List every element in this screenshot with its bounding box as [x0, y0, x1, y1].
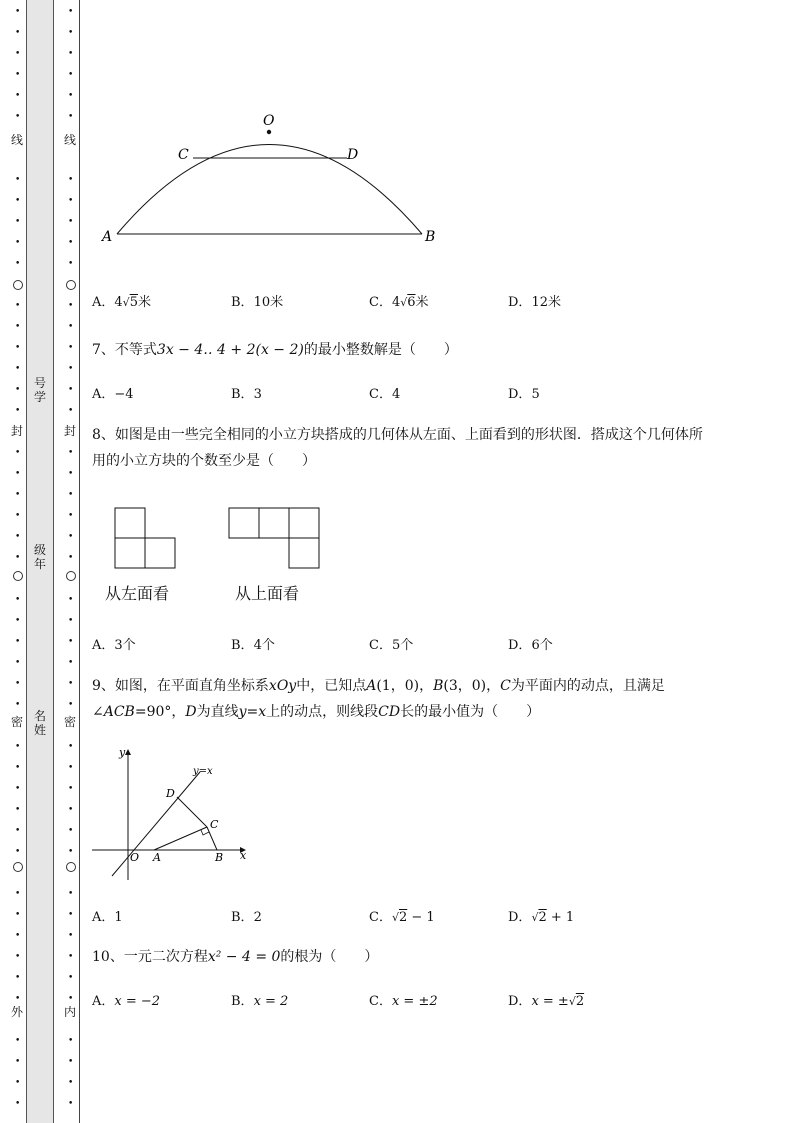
top-view-cube-4 [289, 538, 319, 568]
binding-dot: • [15, 448, 21, 458]
outer-label-line: 线 [10, 133, 23, 147]
binding-dot: • [68, 196, 74, 206]
binding-dot: • [15, 490, 21, 500]
binding-dot: • [68, 826, 74, 836]
binding-dot: • [68, 616, 74, 626]
q10-stem: 10、一元二次方程x² − 4 = 0的根为（ ） [92, 949, 379, 965]
binding-dot: • [68, 1057, 74, 1067]
left-view-cube-top [115, 508, 145, 538]
binding-dot: • [15, 49, 21, 59]
outer-label-seal: 封 [10, 424, 23, 438]
binding-dot: • [15, 553, 21, 563]
q7-stem: 7、不等式3x − 4‥ 4 + 2(x − 2)的最小整数解是（ ） [92, 342, 458, 358]
binding-dot: • [15, 196, 21, 206]
inner-label-seal: 封 [63, 424, 76, 438]
binding-dot: • [15, 385, 21, 395]
binding-dot: • [15, 658, 21, 668]
binding-circle [13, 571, 23, 581]
label-point-c: C [210, 818, 219, 831]
binding-dot: • [68, 7, 74, 17]
binding-circle [13, 862, 23, 872]
binding-dot: • [68, 175, 74, 185]
left-view-figure [114, 507, 178, 571]
label-point-d: D [166, 787, 175, 800]
binding-dot: • [68, 784, 74, 794]
binding-dot: • [68, 322, 74, 332]
label-C: C [178, 147, 189, 163]
field-grade: 级年 [33, 543, 46, 571]
binding-dot: • [15, 301, 21, 311]
q6-option-b[interactable]: B．10米 [231, 295, 284, 310]
binding-dot: • [15, 322, 21, 332]
q6-option-d[interactable]: D．12米 [508, 295, 561, 310]
q7-option-b[interactable]: B．3 [231, 387, 262, 402]
binding-dot: • [68, 490, 74, 500]
binding-dot: • [15, 511, 21, 521]
binding-dot: • [15, 952, 21, 962]
binding-dot: • [68, 805, 74, 815]
binding-dot: • [68, 364, 74, 374]
q10-option-b[interactable]: B．x = 2 [231, 994, 289, 1009]
binding-dot: • [68, 952, 74, 962]
binding-dot: • [68, 679, 74, 689]
top-view-cube-2 [259, 508, 289, 538]
binding-dot: • [68, 28, 74, 38]
binding-dot: • [68, 931, 74, 941]
q9-option-b[interactable]: B．2 [231, 910, 262, 925]
q7-option-c[interactable]: C．4 [369, 387, 401, 402]
binding-dot: • [15, 931, 21, 941]
binding-dot: • [68, 1099, 74, 1109]
binding-dot: • [15, 70, 21, 80]
binding-dot: • [68, 112, 74, 122]
q10-option-c[interactable]: C．x = ±2 [369, 994, 438, 1009]
binding-dot: • [15, 91, 21, 101]
coordinate-figure [90, 740, 260, 885]
binding-dot: • [68, 532, 74, 542]
q7-option-a[interactable]: A．−4 [92, 387, 134, 402]
binding-dot: • [15, 1036, 21, 1046]
binding-circle [66, 862, 76, 872]
binding-circle [66, 280, 76, 290]
q10-option-d[interactable]: D．x = ±√2 [508, 994, 585, 1009]
left-view-caption: 从左面看 [105, 584, 170, 603]
binding-dot: • [15, 7, 21, 17]
binding-dot: • [68, 511, 74, 521]
binding-dot: • [15, 532, 21, 542]
binding-dot: • [68, 301, 74, 311]
binding-dot: • [68, 259, 74, 269]
binding-dot: • [15, 616, 21, 626]
binding-dot: • [68, 343, 74, 353]
inner-label-line: 线 [63, 133, 76, 147]
binding-dot: • [15, 1057, 21, 1067]
q10-option-a[interactable]: A．x = −2 [92, 994, 161, 1009]
binding-dot: • [68, 217, 74, 227]
binding-dot: • [68, 70, 74, 80]
binding-dot: • [15, 112, 21, 122]
binding-dot: • [68, 385, 74, 395]
field-student-number: 号学 [33, 376, 46, 404]
q9-option-d[interactable]: D．√2 + 1 [508, 910, 575, 925]
binding-dot: • [15, 175, 21, 185]
binding-dot: • [15, 826, 21, 836]
top-view-figure [228, 507, 322, 571]
binding-dot: • [15, 805, 21, 815]
binding-dot: • [15, 1099, 21, 1109]
label-point-a: A [153, 851, 161, 864]
q8-option-a[interactable]: A．3个 [92, 638, 136, 653]
right-angle-mark [201, 830, 209, 835]
label-origin: O [130, 851, 140, 864]
outer-label-outside: 外 [10, 1005, 23, 1019]
label-point-b: B [215, 851, 224, 864]
label-O: O [263, 113, 275, 129]
q8-stem-line2: 用的小立方块的个数至少是（ ） [92, 453, 316, 469]
q8-stem-line1: 8、如图是由一些完全相同的小立方块搭成的几何体从左面、上面看到的形状图．搭成这个几何体所 [92, 427, 703, 443]
q6-option-a[interactable]: A．4√5米 [92, 295, 151, 310]
binding-dot: • [15, 784, 21, 794]
segment-dc [177, 797, 207, 827]
binding-dot: • [15, 595, 21, 605]
binding-dot: • [15, 259, 21, 269]
q7-option-d[interactable]: D．5 [508, 387, 540, 402]
binding-dot: • [68, 1036, 74, 1046]
binding-dot: • [15, 763, 21, 773]
label-x-axis: x [240, 849, 247, 862]
binding-dot: • [68, 595, 74, 605]
binding-dot: • [68, 238, 74, 248]
binding-dot: • [68, 406, 74, 416]
binding-dot: • [15, 679, 21, 689]
binding-dot: • [15, 406, 21, 416]
binding-dot: • [15, 847, 21, 857]
label-A: A [102, 229, 113, 245]
binding-circle [66, 571, 76, 581]
segment-ac [154, 827, 207, 850]
binding-dot: • [68, 658, 74, 668]
outer-label-secret: 密 [10, 715, 23, 729]
top-view-cube-1 [229, 508, 259, 538]
binding-dot: • [15, 994, 21, 1004]
binding-dot: • [15, 973, 21, 983]
binding-dot: • [15, 238, 21, 248]
binding-dot: • [68, 700, 74, 710]
binding-dot: • [15, 28, 21, 38]
inner-label-secret: 密 [63, 715, 76, 729]
binding-dot: • [68, 553, 74, 563]
binding-dot: • [15, 700, 21, 710]
binding-dot: • [68, 742, 74, 752]
student-info-band [26, 0, 54, 1123]
binding-dot: • [15, 889, 21, 899]
q8-option-d[interactable]: D．6个 [508, 638, 553, 653]
binding-dot: • [15, 637, 21, 647]
vertex-point [267, 130, 271, 134]
binding-dot: • [15, 469, 21, 479]
binding-dot: • [68, 49, 74, 59]
q6-option-c[interactable]: C．4√6米 [369, 295, 429, 310]
left-view-cube-bottom-right [145, 538, 175, 568]
label-B: B [425, 229, 436, 245]
top-view-cube-3 [289, 508, 319, 538]
q8-option-c[interactable]: C．5个 [369, 638, 414, 653]
binding-dot: • [15, 364, 21, 374]
binding-dot: • [68, 889, 74, 899]
binding-dot: • [68, 763, 74, 773]
binding-dot: • [15, 343, 21, 353]
top-view-caption: 从上面看 [235, 584, 300, 603]
binding-dot: • [15, 742, 21, 752]
field-name: 名姓 [33, 709, 46, 737]
margin-rule [79, 0, 80, 1123]
binding-dot: • [68, 469, 74, 479]
binding-dot: • [15, 1078, 21, 1088]
binding-dot: • [68, 1078, 74, 1088]
q8-option-b[interactable]: B．4个 [231, 638, 275, 653]
binding-dot: • [68, 994, 74, 1004]
label-line-eq: y=x [193, 766, 213, 777]
inner-label-inside: 内 [63, 1005, 76, 1019]
binding-dot: • [15, 217, 21, 227]
binding-dot: • [15, 910, 21, 920]
binding-dot: • [68, 91, 74, 101]
binding-circle [13, 280, 23, 290]
label-y-axis: y [119, 746, 126, 759]
left-view-cube-bottom-left [115, 538, 145, 568]
q9-stem-line2: ∠ACB=90°，D为直线y=x上的动点，则线段CD长的最小值为（ ） [92, 704, 541, 720]
q9-stem-line1: 9、如图，在平面直角坐标系xOy中，已知点A(1，0)，B(3，0)，C为平面内的动点，且满足 [92, 678, 665, 694]
binding-dot: • [68, 448, 74, 458]
binding-dot: • [68, 973, 74, 983]
label-D: D [347, 147, 359, 163]
binding-dot: • [68, 847, 74, 857]
binding-dot: • [68, 637, 74, 647]
q9-option-c[interactable]: C．√2 − 1 [369, 910, 435, 925]
arch-figure [95, 108, 445, 248]
binding-dot: • [68, 910, 74, 920]
q9-option-a[interactable]: A．1 [92, 910, 123, 925]
